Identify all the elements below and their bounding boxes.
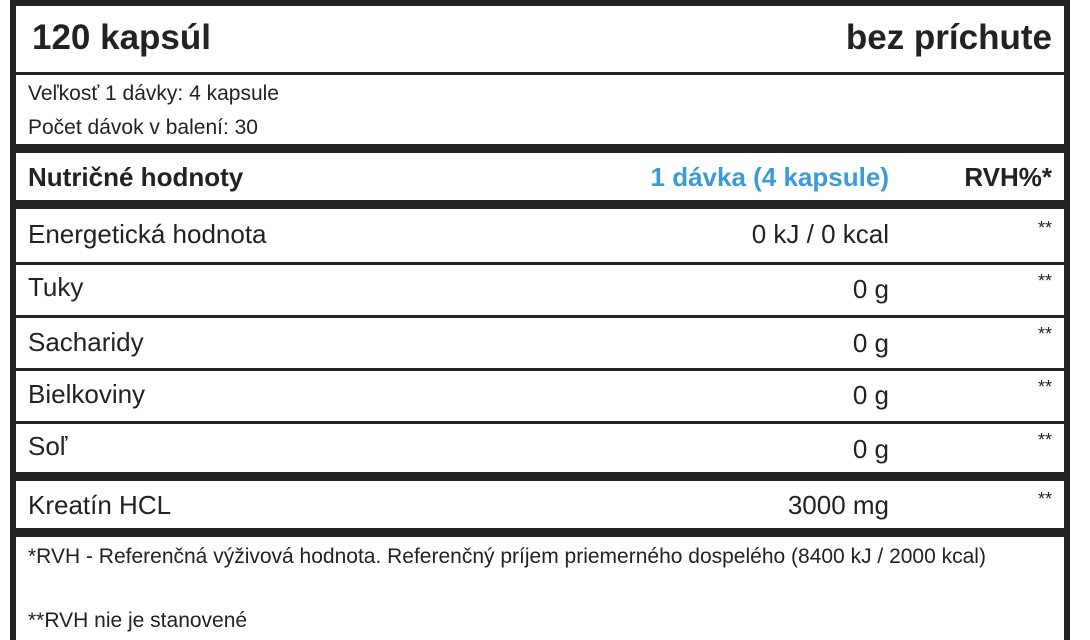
row-divider bbox=[16, 368, 1064, 371]
nutrient-value: 3000 mg bbox=[787, 490, 889, 520]
divider-thick bbox=[16, 472, 1064, 481]
nutrient-rvh: ** bbox=[1037, 377, 1052, 397]
product-title: 120 kapsúl bbox=[32, 18, 211, 57]
nutrient-name: Bielkoviny bbox=[28, 379, 146, 409]
footnote-rvh: *RVH - Referenčná výživová hodnota. Referenčný príjem priemerného dospelého (8400 kJ / 2000 kcal) bbox=[28, 545, 986, 568]
nutrient-name: Soľ bbox=[28, 431, 68, 461]
nutrient-rvh: ** bbox=[1037, 489, 1052, 509]
divider-thick bbox=[16, 528, 1064, 537]
nutrient-name: Sacharidy bbox=[28, 327, 144, 357]
nutrient-rvh: ** bbox=[1037, 430, 1052, 450]
nutrient-rvh: ** bbox=[1037, 218, 1052, 238]
divider-thick bbox=[16, 144, 1064, 153]
nutrient-rvh: ** bbox=[1037, 324, 1052, 344]
serving-size: Veľkosť 1 dávky: 4 kapsule bbox=[28, 82, 279, 105]
column-header-serving: 1 dávka (4 kapsule) bbox=[650, 162, 889, 192]
nutrient-rvh: ** bbox=[1037, 271, 1052, 291]
nutrient-name: Kreatín HCL bbox=[28, 490, 172, 520]
column-header-name: Nutričné hodnoty bbox=[28, 162, 244, 192]
row-divider bbox=[16, 421, 1064, 424]
nutrient-value: 0 g bbox=[852, 434, 889, 464]
divider bbox=[16, 72, 1064, 75]
nutrition-label bbox=[10, 0, 1070, 640]
row-divider bbox=[16, 262, 1064, 265]
row-divider bbox=[16, 315, 1064, 318]
nutrient-name: Energetická hodnota bbox=[28, 219, 267, 249]
nutrient-name: Tuky bbox=[28, 272, 84, 302]
column-header-rvh: RVH%* bbox=[964, 162, 1052, 192]
nutrient-value: 0 g bbox=[852, 328, 889, 358]
servings-per-pack: Počet dávok v balení: 30 bbox=[28, 116, 258, 139]
footnote-not-established: **RVH nie je stanovené bbox=[28, 609, 248, 632]
nutrient-value: 0 g bbox=[852, 380, 889, 410]
flavor-label: bez príchute bbox=[845, 18, 1052, 57]
divider-thick bbox=[16, 200, 1064, 209]
nutrient-value: 0 g bbox=[852, 274, 889, 304]
nutrient-value: 0 kJ / 0 kcal bbox=[751, 219, 889, 249]
